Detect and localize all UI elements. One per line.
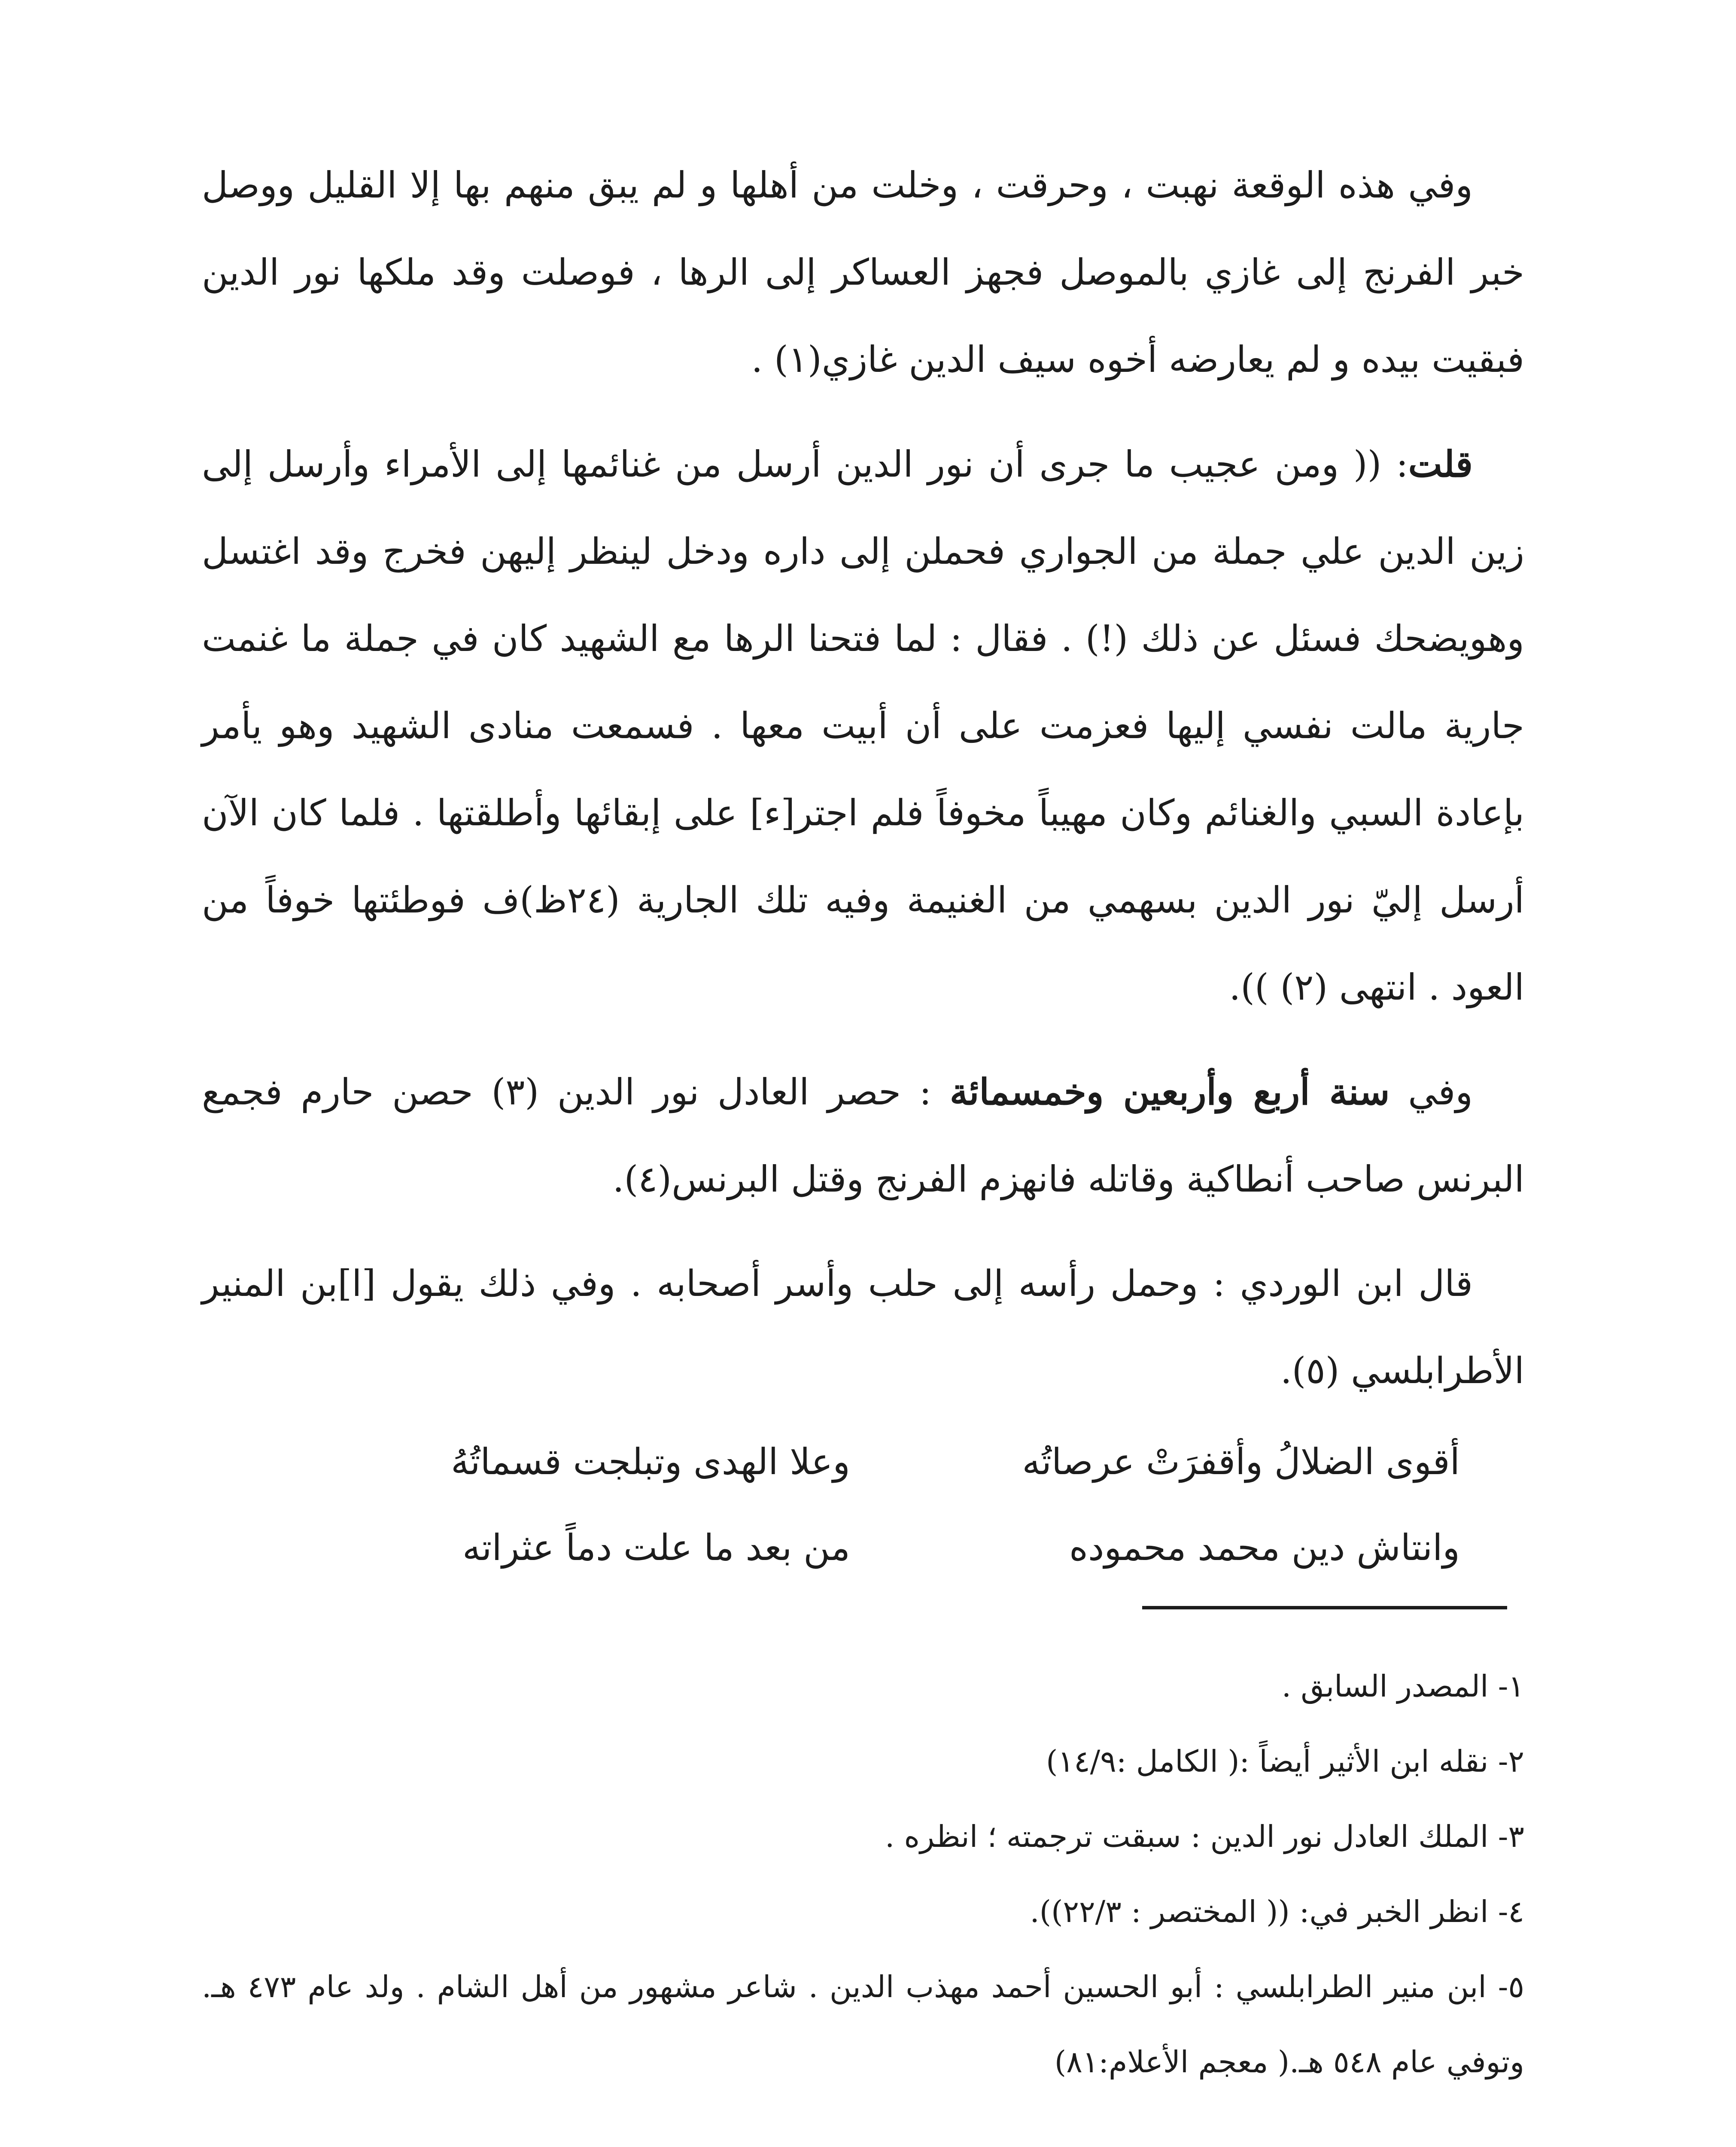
- paragraph-2: [202, 420, 1524, 1031]
- footnote-4: ٤- انظر الخبر في: (( المختصر : ٢٢/٣)).: [1030, 1894, 1524, 1929]
- poem-second-hemistich: من بعد ما علت دماً عثراته: [462, 1527, 850, 1569]
- footnote-2: ٢- نقله ابن الأثير أيضاً :( الكامل :١٤/٩): [1046, 1744, 1524, 1779]
- paragraph-4: قال ابن الوردي : وحمل رأسه إلى حلب وأسر أصحابه . وفي ذلك يقول [ا]بن المنير الأطرابلسي (٥).: [202, 1262, 1524, 1392]
- poem-second-hemistich: وعلا الهدى وتبلجت قسماتُهُ: [451, 1441, 850, 1483]
- poem-first-hemistich: وانتاش دين محمد محموده: [1069, 1527, 1460, 1569]
- footnotes: [202, 1649, 1524, 2100]
- footnote-1: ١- المصدر السابق .: [1281, 1669, 1524, 1704]
- footnote-3: ٣- الملك العادل نور الدين : سبقت ترجمته ؛ انظره .: [885, 1819, 1524, 1854]
- paragraph-3-prefix: وفي: [1389, 1071, 1473, 1113]
- paragraph-1: وفي هذه الوقعة نهبت ، وحرقت ، وخلت من أهلها و لم يبق منهم بها إلا القليل ووصل خبر الفرنج إلى غازي بالموصل فجهز العساكر إلى الرها ، فوصلت وقد ملكها نور الدين فبقيت بيده و لم يعارضه أخوه سيف الدين غازي(١) .: [202, 164, 1524, 380]
- paragraph-3-lead: سنة أربع وأربعين وخمسمائة: [949, 1070, 1390, 1113]
- paragraph-3: [202, 1048, 1524, 1223]
- poem-verse: [344, 1419, 1460, 1505]
- footnote-separator: [1142, 1606, 1507, 1609]
- footnote-5: ٥- ابن منير الطرابلسي : أبو الحسين أحمد مهذب الدين . شاعر مشهور من أهل الشام . ولد عام ٤٧٣ هـ. وتوفي عام ٥٤٨ هـ.( معجم الأعلام:٨١): [202, 1969, 1524, 2080]
- paragraph-3-text: : حصر العادل نور الدين (٣) حصن حارم فجمع البرنس صاحب أنطاكية وقاتله فانهزم الفرنج وقتل البرنس(٤).: [202, 1071, 1524, 1200]
- main-text: [202, 142, 1524, 1590]
- paragraph-2-lead: قلت: [1408, 443, 1473, 485]
- poem: [344, 1419, 1460, 1590]
- paragraph-2-text: : (( ومن عجيب ما جرى أن نور الدين أرسل من غنائمها إلى الأمراء وأرسل إلى زين الدين علي جملة من الجواري فحملن إلى داره ودخل لينظر إليهن فخرج وقد اغتسل وهويضحك فسئل عن ذلك (!) . فقال : لما فتحنا الرها مع الشهيد كان في جملة ما غنمت جارية مالت نفسي إليها فعزمت على أن أبيت معها . فسمعت منادى الشهيد وهو يأمر بإعادة السبي والغنائم وكان مهيباً مخوفاً فلم اجتر[ء] على إبقائها وأطلقتها . فلما كان الآن أرسل إليّ نور الدين بسهمي من الغنيمة وفيه تلك الجارية (٢٤ظ)ف فوطئتها خوفاً من العود . انتهى (٢) )).: [202, 443, 1524, 1008]
- poem-first-hemistich: أقوى الضلالُ وأقفرَتْ عرصاتُه: [1022, 1441, 1460, 1483]
- poem-verse: [344, 1505, 1460, 1590]
